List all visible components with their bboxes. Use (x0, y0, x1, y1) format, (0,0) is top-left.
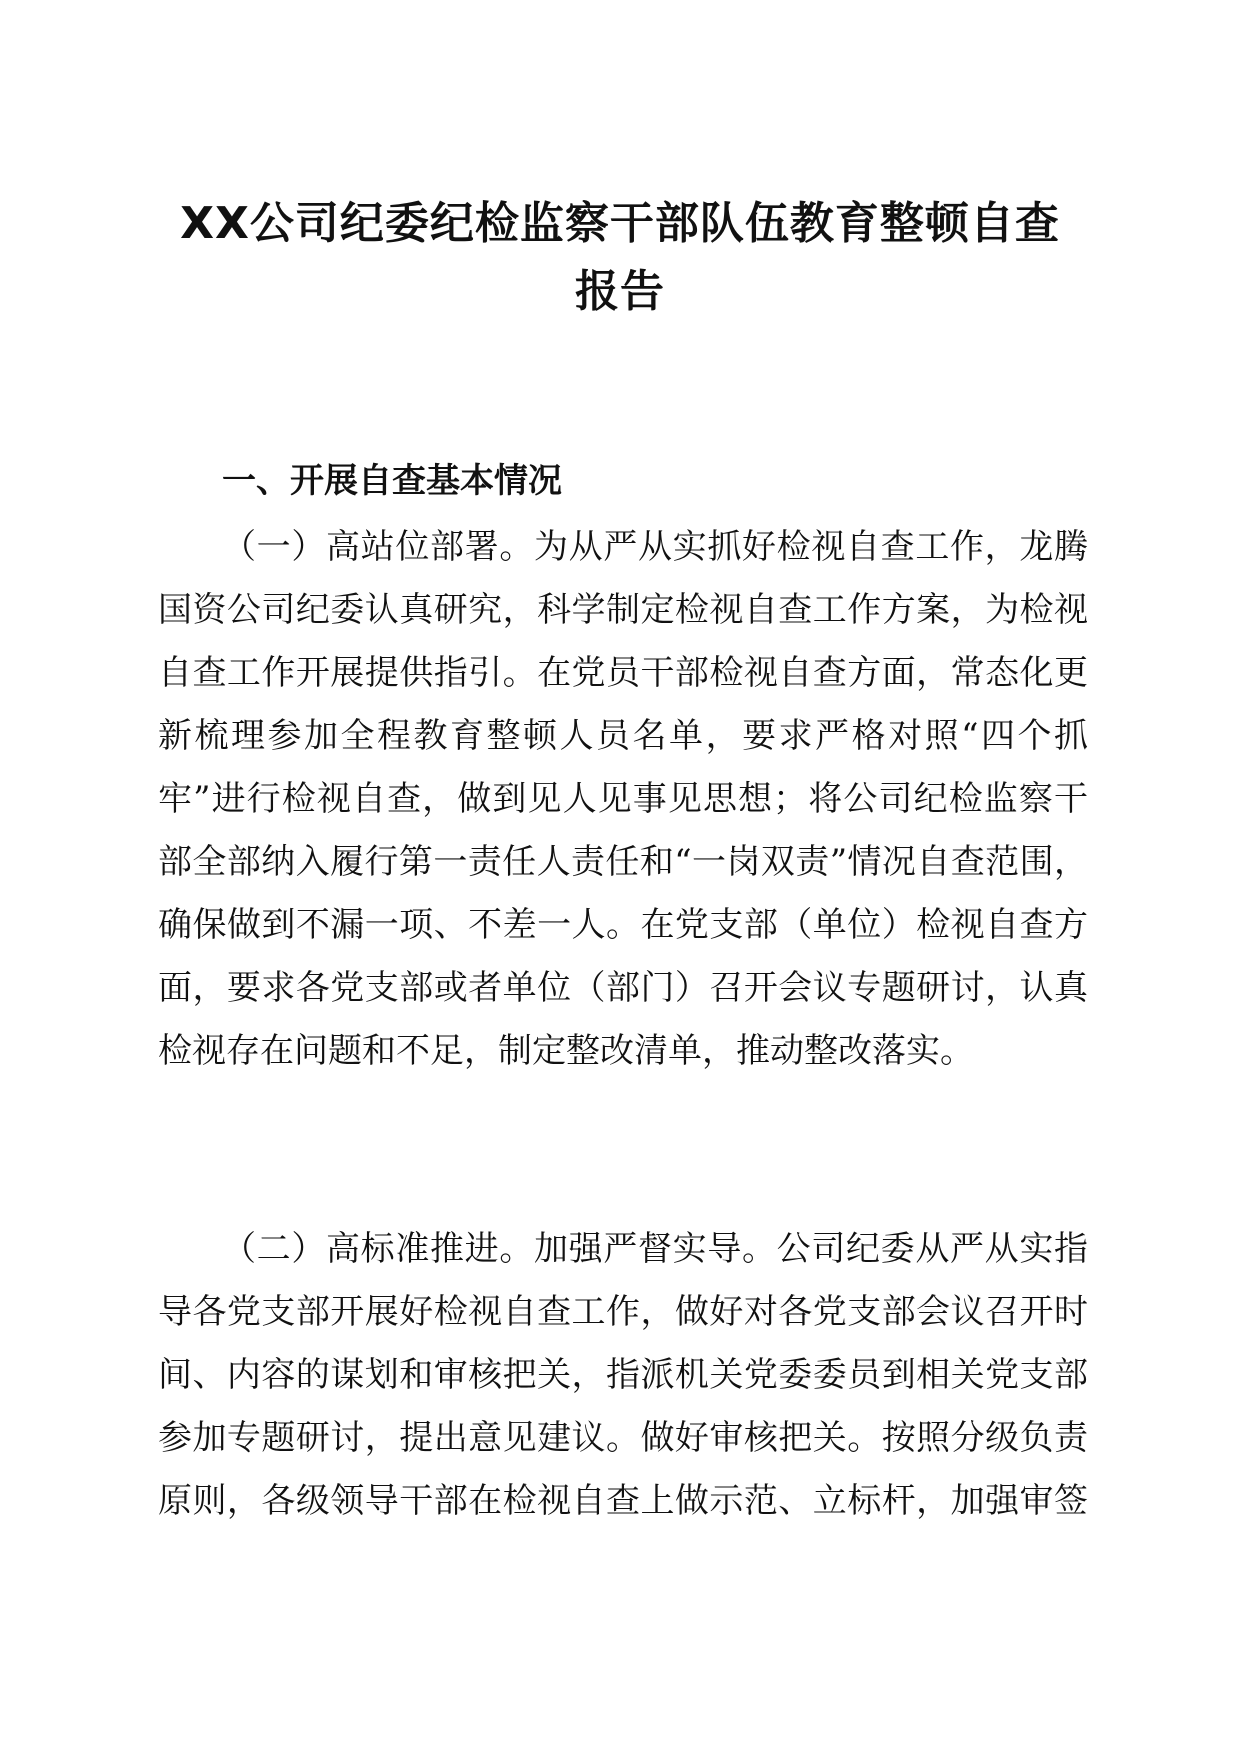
paragraph-line: 间、内容的谋划和审核把关，指派机关党委委员到相关党支部 (158, 1355, 1088, 1395)
paragraph-line: （二）高标准推进。加强严督实导。公司纪委从严从实指 (222, 1229, 1088, 1269)
title-line: 报告 (575, 266, 665, 317)
paragraph-high-position-deployment (158, 516, 1088, 1083)
paragraph-line: 检视存在问题和不足，制定整改清单，推动整改落实。 (158, 1031, 974, 1071)
paragraph-line: 确保做到不漏一项、不差一人。在党支部（单位）检视自查方 (158, 905, 1088, 945)
document-title (150, 190, 1090, 326)
section-heading: 一、开展自查基本情况 (222, 461, 562, 501)
paragraph-line: 自查工作开展提供指引。在党员干部检视自查方面，常态化更 (158, 653, 1088, 693)
paragraph-line: 牢”进行检视自查，做到见人见事见思想；将公司纪检监察干 (158, 779, 1088, 819)
title-line: XX公司纪委纪检监察干部队伍教育整顿自查 (180, 198, 1060, 249)
paragraph-line: 导各党支部开展好检视自查工作，做好对各党支部会议召开时 (158, 1292, 1088, 1332)
paragraph-line: （一）高站位部署。为从严从实抓好检视自查工作，龙腾 (222, 527, 1088, 567)
paragraph-line: 部全部纳入履行第一责任人责任和“一岗双责”情况自查范围， (158, 842, 1088, 882)
paragraph-line: 参加专题研讨，提出意见建议。做好审核把关。按照分级负责 (158, 1418, 1088, 1458)
paragraph-line: 新梳理参加全程教育整顿人员名单，要求严格对照“四个抓 (158, 716, 1088, 756)
paragraph-high-standard-advancement (158, 1218, 1088, 1533)
paragraph-line: 国资公司纪委认真研究，科学制定检视自查工作方案，为检视 (158, 590, 1088, 630)
paragraph-line: 原则，各级领导干部在检视自查上做示范、立标杆，加强审签 (158, 1481, 1088, 1521)
paragraph-line: 面，要求各党支部或者单位（部门）召开会议专题研讨，认真 (158, 968, 1088, 1008)
